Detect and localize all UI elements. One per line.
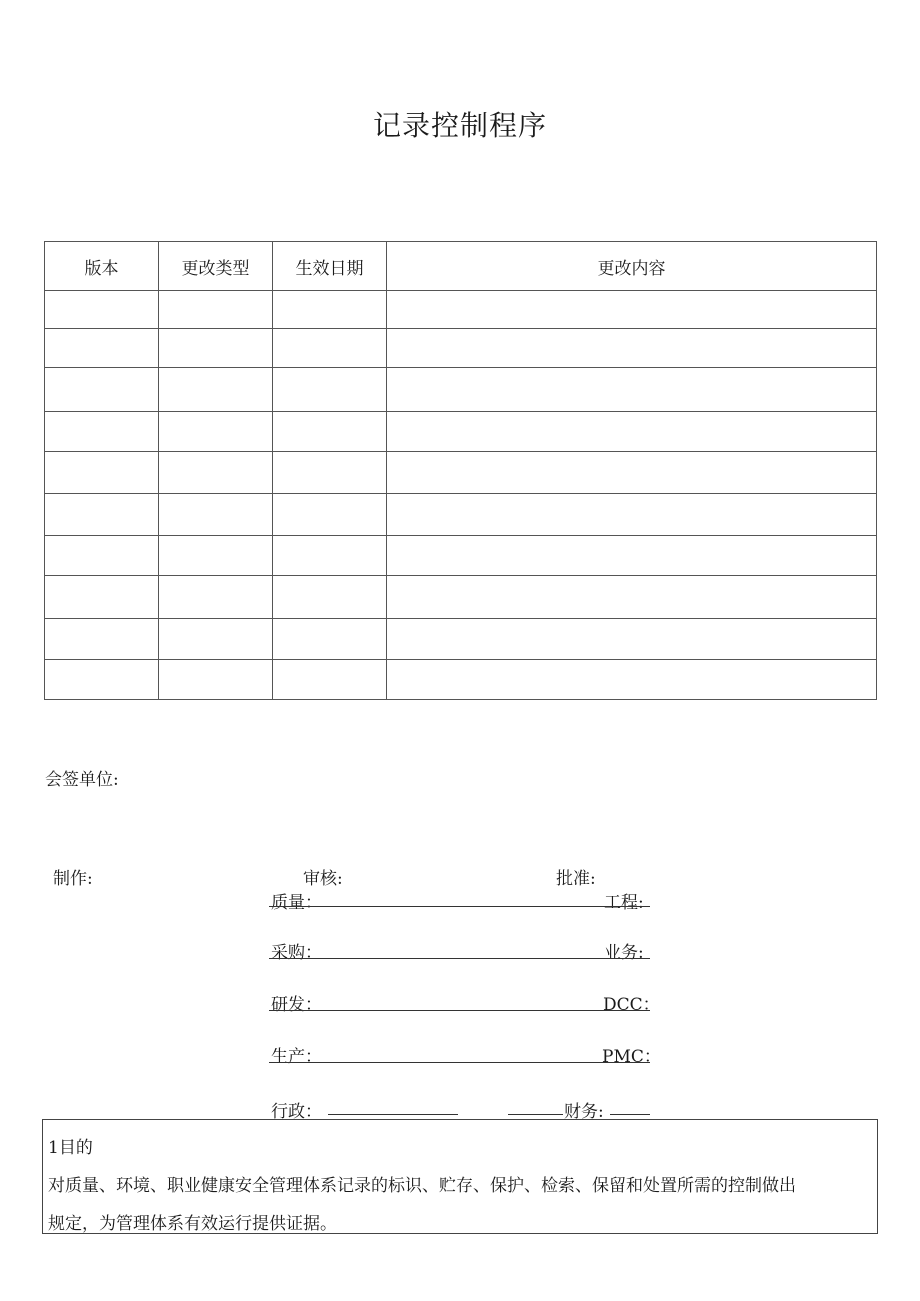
table-cell xyxy=(273,452,387,494)
table-cell xyxy=(159,329,273,368)
finance-label: 财务: xyxy=(564,1102,604,1122)
header-change-content: 更改内容 xyxy=(387,242,877,291)
table-row xyxy=(45,576,877,619)
table-cell xyxy=(159,452,273,494)
table-row xyxy=(45,412,877,452)
table-cell xyxy=(387,412,877,452)
table-cell xyxy=(45,619,159,660)
table-cell xyxy=(273,619,387,660)
rd-label: 研发： xyxy=(271,995,322,1015)
header-effective-date: 生效日期 xyxy=(273,242,387,291)
approved-by-label: 批准: xyxy=(556,869,596,889)
admin-label: 行政： xyxy=(271,1102,322,1122)
finance-signature-line xyxy=(508,1114,563,1115)
quality-label: 质量： xyxy=(271,893,322,913)
table-row xyxy=(45,368,877,412)
engineering-label: 工程: xyxy=(604,893,644,913)
made-by-label: 制作: xyxy=(53,869,93,889)
table-cell xyxy=(159,412,273,452)
table-cell xyxy=(159,536,273,576)
section-purpose xyxy=(42,1119,878,1234)
business-label: 业务: xyxy=(604,943,644,963)
header-version: 版本 xyxy=(45,242,159,291)
table-cell xyxy=(387,660,877,700)
pmc-label: PMC： xyxy=(602,1047,661,1067)
table-cell xyxy=(45,368,159,412)
table-cell xyxy=(45,291,159,329)
table-cell xyxy=(387,536,877,576)
table-cell xyxy=(45,412,159,452)
table-cell xyxy=(387,329,877,368)
table-cell xyxy=(159,619,273,660)
table-cell xyxy=(387,291,877,329)
rd-signature-line xyxy=(269,1010,650,1011)
table-cell xyxy=(387,452,877,494)
table-cell xyxy=(159,660,273,700)
table-cell xyxy=(45,660,159,700)
table-cell xyxy=(45,329,159,368)
table-cell xyxy=(273,536,387,576)
table-cell xyxy=(273,329,387,368)
table-cell xyxy=(273,368,387,412)
table-cell xyxy=(159,576,273,619)
purchasing-label: 采购： xyxy=(271,943,322,963)
section-text-line-1: 对质量、环境、职业健康安全管理体系记录的标识、贮存、保护、检索、保留和处置所需的控制做出 xyxy=(48,1176,796,1196)
countersign-label: 会签单位: xyxy=(45,770,119,790)
dcc-label: DCC： xyxy=(603,995,660,1015)
table-cell xyxy=(387,368,877,412)
reviewed-by-label: 审核: xyxy=(303,869,343,889)
finance-signature-tail xyxy=(610,1114,650,1115)
table-cell xyxy=(273,291,387,329)
table-cell xyxy=(273,660,387,700)
section-text-line-2: 规定，为管理体系有效运行提供证据。 xyxy=(48,1214,337,1234)
section-heading: 1目的 xyxy=(48,1138,93,1158)
table-cell xyxy=(45,536,159,576)
table-cell xyxy=(159,368,273,412)
table-row xyxy=(45,329,877,368)
table-cell xyxy=(159,494,273,536)
table-cell xyxy=(387,619,877,660)
table-cell xyxy=(273,412,387,452)
table-row xyxy=(45,452,877,494)
table-cell xyxy=(387,494,877,536)
table-row xyxy=(45,494,877,536)
table-cell xyxy=(45,576,159,619)
table-cell xyxy=(273,494,387,536)
quality-signature-line xyxy=(269,906,650,907)
document-title: 记录控制程序 xyxy=(372,109,547,142)
purchasing-signature-line xyxy=(269,958,650,959)
table-cell xyxy=(159,291,273,329)
table-cell xyxy=(45,452,159,494)
table-row xyxy=(45,619,877,660)
table-row xyxy=(45,291,877,329)
revision-table xyxy=(44,241,877,700)
table-row xyxy=(45,536,877,576)
revision-table-header xyxy=(45,242,877,291)
table-cell xyxy=(387,576,877,619)
table-cell xyxy=(273,576,387,619)
table-row xyxy=(45,660,877,700)
table-cell xyxy=(45,494,159,536)
production-signature-line xyxy=(269,1062,650,1063)
admin-signature-line xyxy=(328,1114,458,1115)
production-label: 生产： xyxy=(271,1047,322,1067)
header-change-type: 更改类型 xyxy=(159,242,273,291)
